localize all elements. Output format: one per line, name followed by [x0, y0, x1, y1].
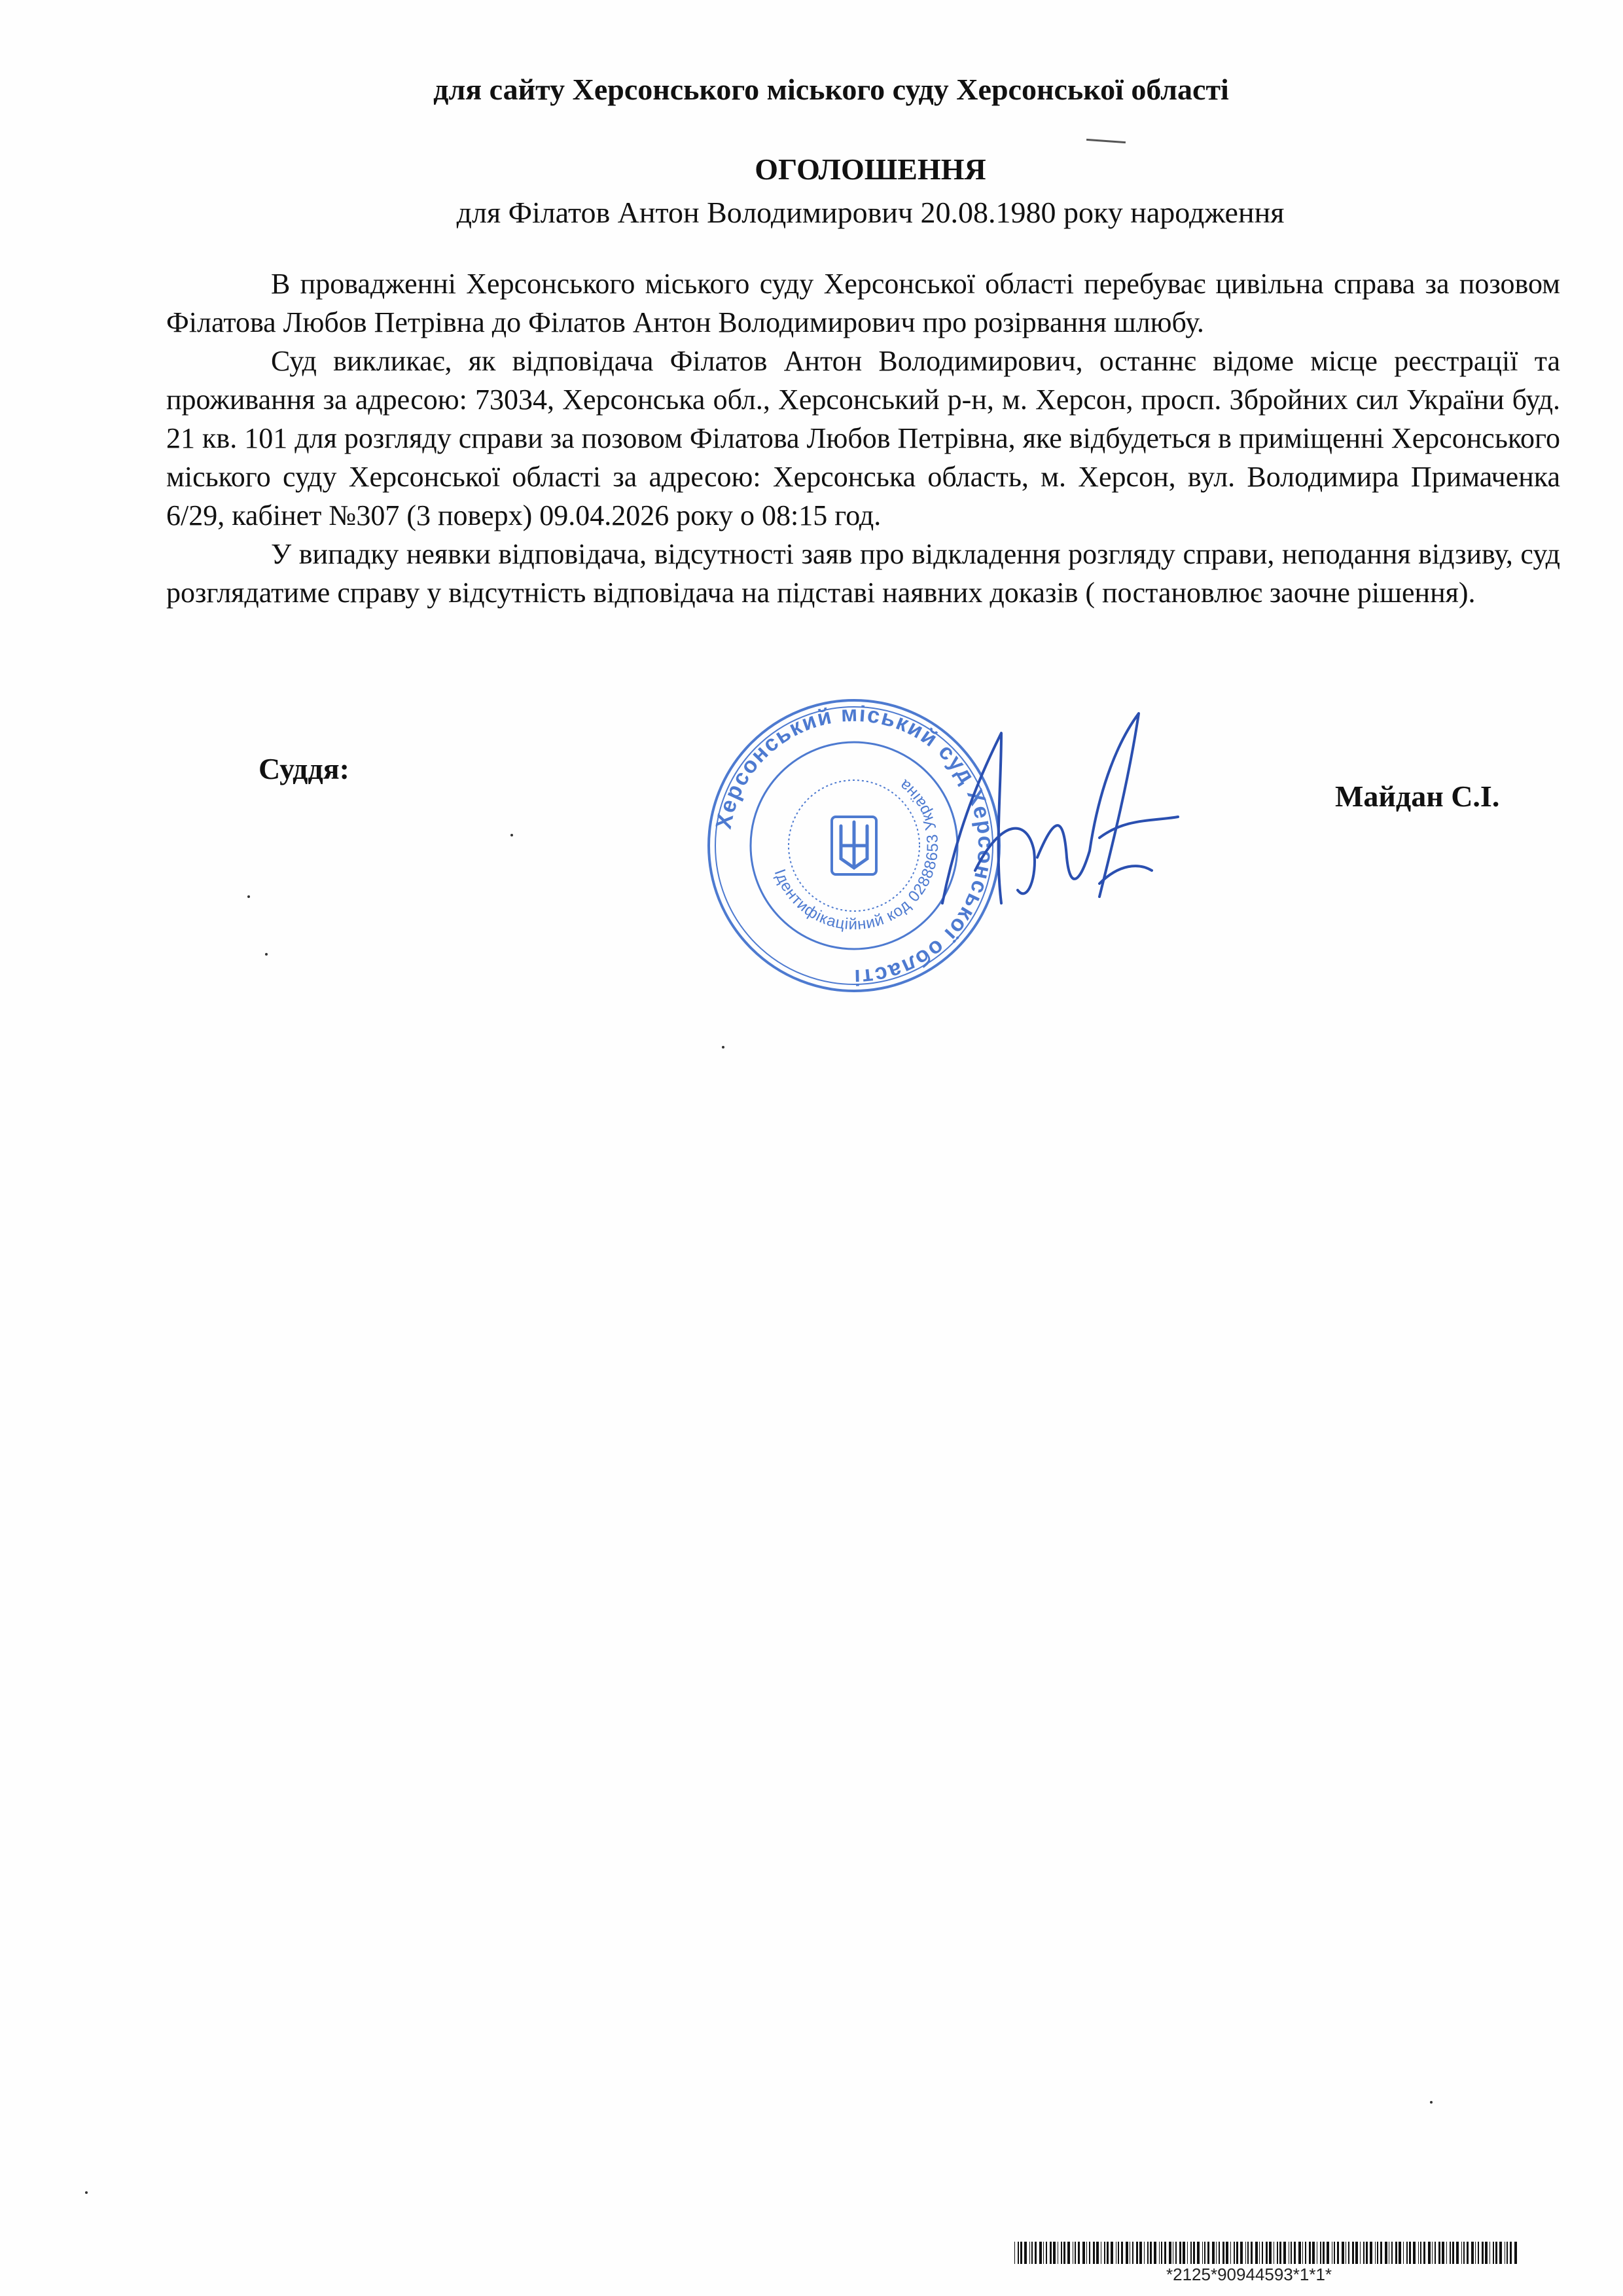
paragraph-proceedings: В провадженні Херсонського міського суду Херсонської області перебуває цивільна справа за позовом Філатова Любов Петрівна до Філатов Антон Володимирович про розірвання шлюбу. — [166, 268, 1560, 338]
paragraph-default-judgment: У випадку неявки відповідача, відсутності заяв про відкладення розгляду справи, неподання відзиву, суд розглядатиме справу у відсутність відповідача на підставі наявних доказів ( постановлює заочне рішення). — [166, 538, 1560, 609]
announcement-body — [166, 264, 1560, 612]
scan-speck — [722, 1046, 724, 1049]
judge-label: Суддя: — [259, 752, 349, 785]
paragraph-summons: Суд викликає, як відповідача Філатов Антон Володимирович, останнє відоме місце реєстрації та проживання за адресою: 73034, Херсонська обл., Херсонський р-н, м. Херсон, просп. Збройних сил України буд. 21 кв. 101 для розгляду справи за позовом Філатова Любов Петрівна, яке відбудеться в приміщенні Херсонського міського суду Херсонської області за адресою: Херсонська область, м. Херсон, вул. Володимира Примаченка 6/29, кабінет №307 (3 поверх) 09.04.2026 року о 08:15 год. — [166, 345, 1560, 531]
site-header-line: для сайту Херсонського міського суду Херсонської області — [433, 73, 1229, 106]
scan-speck — [85, 2191, 88, 2194]
announcement-subtitle: для Філатов Антон Володимирович 20.08.1980 року народження — [456, 196, 1285, 229]
judge-name: Майдан С.І. — [1335, 780, 1500, 813]
scan-speck — [265, 953, 268, 956]
scan-speck — [247, 895, 250, 898]
stamp-outer-text: Херсонський міський суд Херсонської області — [711, 701, 999, 990]
scan-mark — [1086, 139, 1126, 143]
trident-emblem-icon — [832, 817, 876, 874]
announcement-title: ОГОЛОШЕННЯ — [755, 152, 986, 186]
stamp-inner-text: Ідентифікаційний код 02888653 Україна — [770, 776, 942, 934]
barcode-number: *2125*90944593*1*1* — [1166, 2265, 1332, 2284]
document-barcode — [1014, 2242, 1518, 2264]
scan-speck — [510, 834, 513, 836]
judge-signature — [903, 707, 1191, 942]
scan-speck — [1430, 2101, 1433, 2104]
